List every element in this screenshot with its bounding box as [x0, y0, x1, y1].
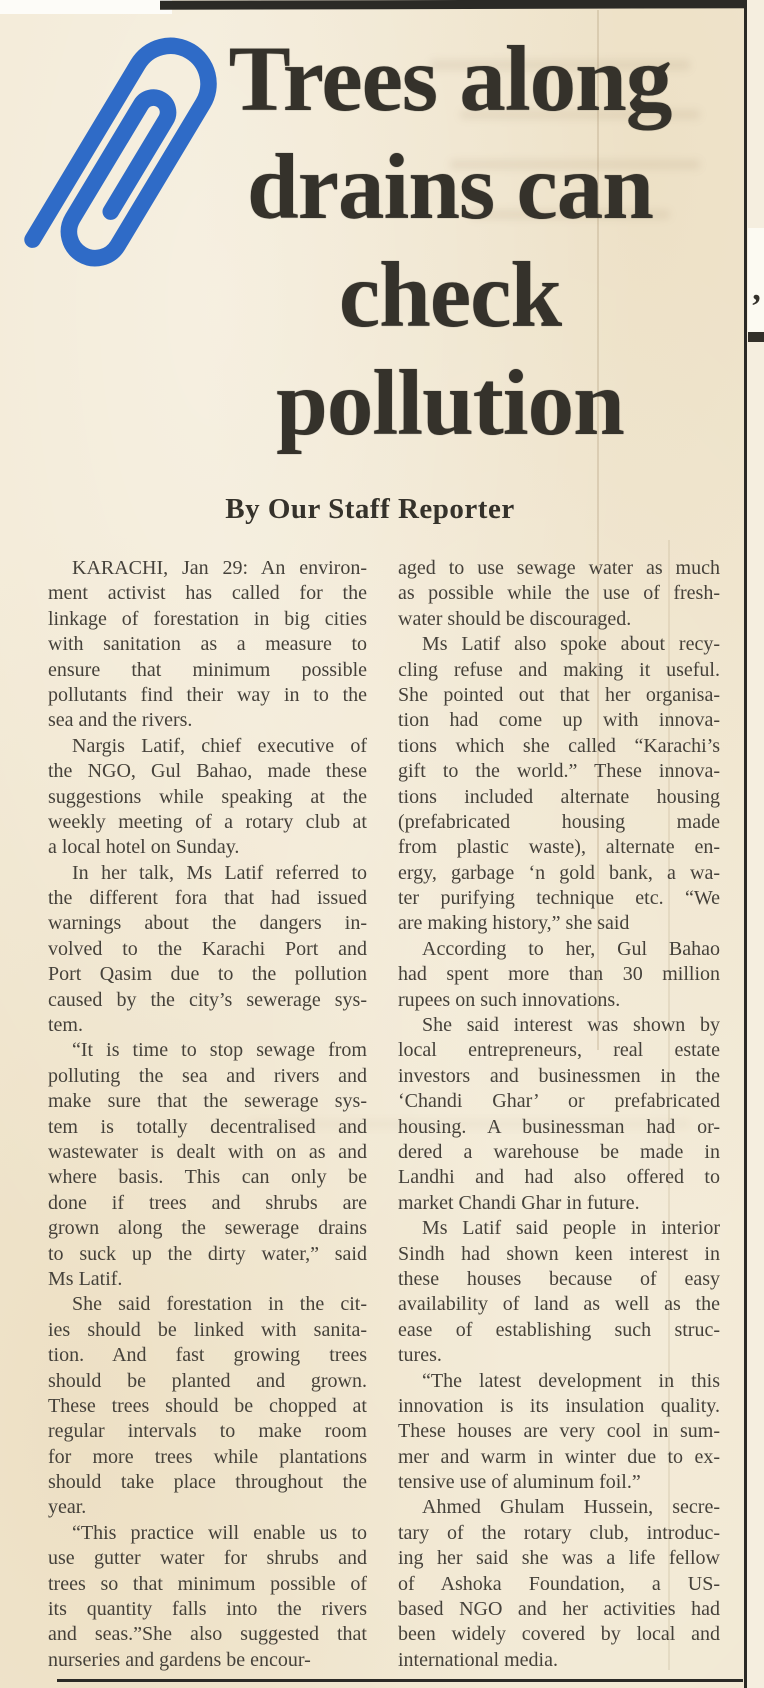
text-line: Sindh had shown keen interest in: [398, 1242, 720, 1265]
text-line: tensive use of aluminum foil.”: [398, 1471, 641, 1494]
text-line: Ms Latif said people in interior: [422, 1217, 720, 1240]
text-line: Ahmed Ghulam Hussein, secre-: [422, 1496, 720, 1519]
text-line: linkage of forestation in big cities: [48, 607, 367, 630]
text-line: availability of land as well as the: [398, 1293, 720, 1316]
paragraph: [398, 632, 720, 937]
paragraph: [48, 734, 367, 861]
paragraph: [48, 1038, 367, 1292]
text-line: use gutter water for shrubs and: [48, 1547, 367, 1570]
text-line: and seas.”She also suggested that: [48, 1623, 367, 1646]
text-line: These houses are very cool in sum-: [398, 1420, 720, 1443]
paragraph: [48, 1521, 367, 1673]
text-line: ter purifying technique etc. “We: [398, 887, 720, 910]
text-line: the different fora that had issued: [48, 887, 367, 910]
text-line: been widely covered by local and: [398, 1623, 720, 1646]
text-line: a local hotel on Sunday.: [48, 836, 240, 859]
text-line: trees so that minimum possible of: [48, 1572, 367, 1595]
text-line: water should be discouraged.: [398, 607, 632, 630]
headline-line: pollution: [276, 352, 624, 455]
text-line: KARACHI, Jan 29: An environ-: [72, 557, 367, 579]
text-line: She pointed out that her organisa-: [398, 683, 720, 706]
text-line: dered a warehouse be made in: [398, 1140, 720, 1163]
text-line: “It is time to stop sewage from: [72, 1039, 367, 1062]
text-line: should take place throughout the: [48, 1471, 367, 1494]
article-column-right: [398, 556, 720, 1673]
text-line: as possible while the use of fresh-: [398, 582, 720, 605]
paragraph: [398, 937, 720, 1013]
text-line: tem is totally decentralised and: [48, 1115, 367, 1138]
headline-line: check: [338, 244, 562, 347]
text-line: nurseries and gardens be encour-: [48, 1648, 311, 1671]
text-line: the NGO, Gul Bahao, made these: [48, 760, 367, 783]
text-line: ies should be linked with sanita-: [48, 1318, 367, 1341]
text-line: cling refuse and making it useful.: [398, 658, 720, 681]
text-line: sea and the rivers.: [48, 709, 193, 732]
text-line: to suck up the dirty water,” said: [48, 1242, 367, 1265]
text-line: tary of the rotary club, introduc-: [398, 1521, 720, 1544]
text-line: year.: [48, 1496, 87, 1519]
paragraph: [398, 1369, 720, 1496]
text-line: international media.: [398, 1648, 558, 1671]
text-line: ‘Chandi Ghar’ or prefabricated: [398, 1090, 720, 1113]
text-line: for more trees while plantations: [48, 1445, 367, 1468]
text-line: ergy, garbage ‘n gold bank, a wa-: [398, 861, 720, 884]
headline: [148, 26, 752, 458]
text-line: aged to use sewage water as much: [398, 557, 720, 579]
text-line: based NGO and her activities had: [398, 1598, 720, 1621]
text-line: rupees on such innovations.: [398, 988, 621, 1011]
text-line: caused by the city’s sewerage sys-: [48, 988, 367, 1011]
text-line: According to her, Gul Bahao: [422, 937, 720, 960]
text-line: pollutants find their way in to the: [48, 683, 367, 706]
text-line: had spent more than 30 million: [398, 963, 720, 986]
text-line: its quantity falls into the rivers: [48, 1598, 367, 1621]
text-line: tem.: [48, 1014, 83, 1037]
text-line: These trees should be chopped at: [48, 1394, 367, 1417]
text-line: warnings about the dangers in-: [48, 912, 367, 935]
text-line: should be planted and grown.: [48, 1369, 367, 1392]
text-line: ease of establishing such struc-: [398, 1318, 720, 1341]
text-line: of Ashoka Foundation, a US-: [398, 1572, 720, 1595]
text-line: are making history,” she said: [398, 912, 630, 935]
headline-line: Trees along: [228, 28, 672, 131]
text-line: She said forestation in the cit-: [72, 1293, 367, 1316]
text-line: Landhi and had also offered to: [398, 1166, 720, 1189]
text-line: local entrepreneurs, real estate: [398, 1039, 720, 1062]
text-line: these houses because of easy: [398, 1267, 720, 1290]
text-line: make sure that the sewerage sys-: [48, 1090, 367, 1113]
text-line: tions included alternate housing: [398, 785, 720, 808]
text-line: mer and warm in winter due to ex-: [398, 1445, 720, 1468]
text-line: tion had come up with innova-: [398, 709, 720, 732]
text-line: Ms Latif also spoke about recy-: [422, 633, 720, 656]
text-line: polluting the sea and rivers and: [48, 1064, 367, 1087]
paragraph: [48, 861, 367, 1039]
text-line: weekly meeting of a rotary club at: [48, 810, 367, 833]
margin-comma-mark: ’: [750, 288, 762, 325]
text-line: wastewater is dealt with on as and: [48, 1140, 367, 1163]
text-line: ment activist has called for the: [48, 582, 367, 605]
text-line: from plastic waste), alternate en-: [398, 836, 720, 859]
text-line: ensure that minimum possible: [48, 658, 367, 681]
byline: By Our Staff Reporter: [225, 493, 515, 525]
text-line: Port Qasim due to the pollution: [48, 963, 367, 986]
paragraph: [48, 556, 367, 734]
text-line: where basis. This can only be: [48, 1166, 367, 1189]
text-line: market Chandi Ghar in future.: [398, 1191, 640, 1214]
headline-line: drains can: [246, 136, 653, 239]
text-line: innovation is its insulation quality.: [398, 1394, 720, 1417]
bottom-rule: [57, 1679, 743, 1682]
text-line: tures.: [398, 1344, 442, 1367]
article-column-left: [48, 556, 367, 1673]
text-line: She said interest was shown by: [422, 1014, 720, 1037]
text-line: suggestions while speaking at the: [48, 785, 367, 808]
paragraph: [398, 1495, 720, 1673]
text-line: done if trees and shrubs are: [48, 1191, 367, 1214]
text-line: housing. A businessman had or-: [398, 1115, 720, 1138]
text-line: Nargis Latif, chief executive of: [72, 734, 367, 757]
text-line: Ms Latif.: [48, 1267, 123, 1290]
text-line: investors and businessmen in the: [398, 1064, 720, 1087]
text-line: ing her said she was a life fellow: [398, 1547, 720, 1570]
paragraph: [48, 1292, 367, 1521]
scan-top-edge: [160, 0, 764, 10]
text-line: tion. And fast growing trees: [48, 1344, 367, 1367]
paragraph: [398, 556, 720, 632]
paragraph: [398, 1216, 720, 1368]
text-line: “This practice will enable us to: [72, 1521, 367, 1544]
text-line: grown along the sewerage drains: [48, 1217, 367, 1240]
text-line: with sanitation as a measure to: [48, 633, 367, 656]
text-line: volved to the Karachi Port and: [48, 937, 367, 960]
paragraph: [398, 1013, 720, 1216]
text-line: “The latest development in this: [422, 1369, 720, 1392]
text-line: tions which she called “Karachi’s: [398, 734, 720, 757]
text-line: gift to the world.” These innova-: [398, 760, 720, 783]
text-line: regular intervals to make room: [48, 1420, 367, 1443]
text-line: In her talk, Ms Latif referred to: [72, 861, 367, 884]
text-line: (prefabricated housing made: [398, 810, 720, 833]
